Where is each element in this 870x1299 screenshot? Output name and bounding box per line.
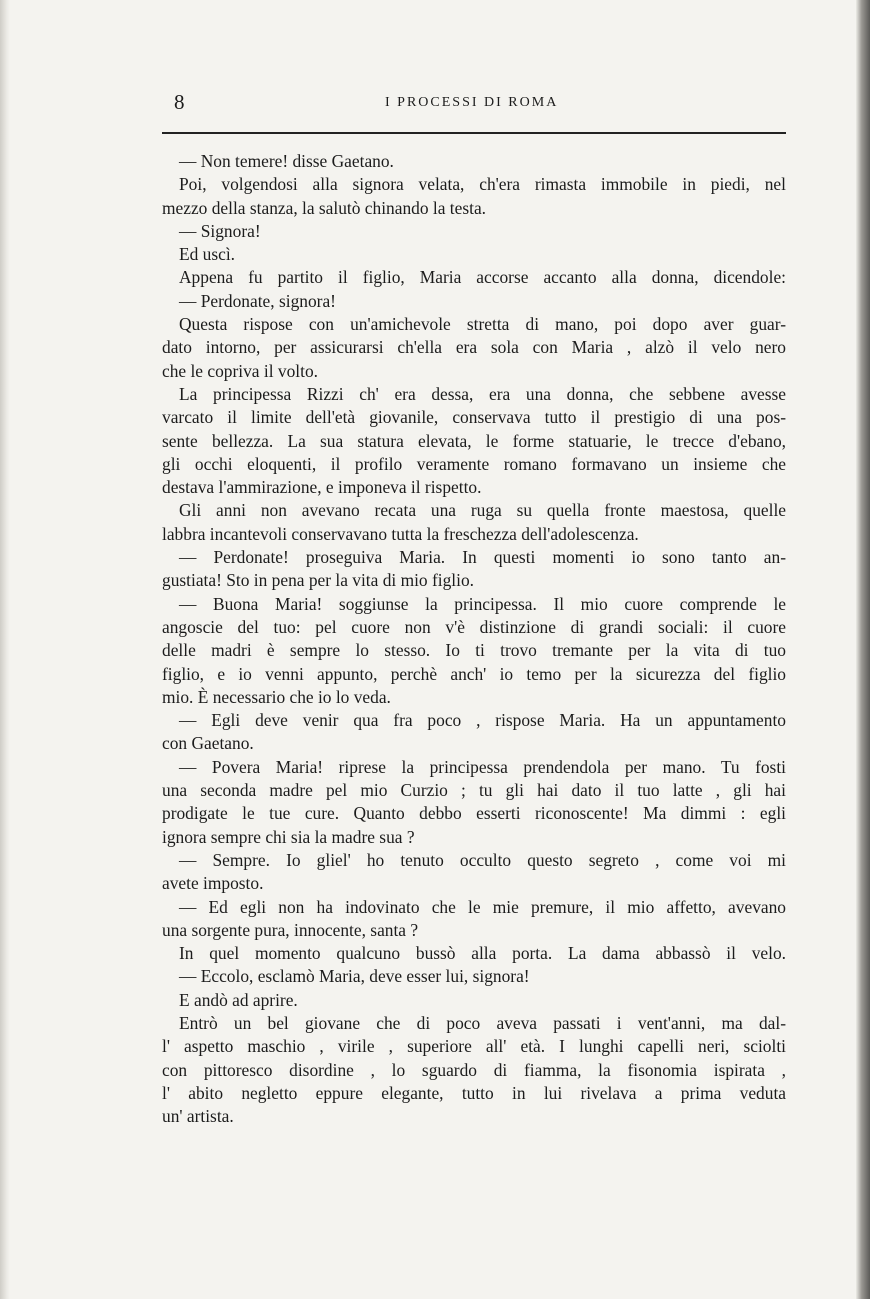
text-line: una sorgente pura, innocente, santa ? — [162, 919, 419, 940]
text-line: un' artista. — [162, 1106, 234, 1127]
text-line: La principessa Rizzi ch' era dessa, era una donna, che sebbene avesse — [179, 383, 786, 404]
text-line: Questa rispose con un'amichevole stretta di mano, poi dopo aver guar- — [179, 314, 786, 335]
page-header — [170, 90, 790, 120]
text-line: mezzo della stanza, la salutò chinando la testa. — [162, 197, 487, 218]
text-line: E andò ad aprire. — [179, 989, 298, 1010]
text-line: ignora sempre chi sia la madre sua ? — [162, 826, 415, 847]
body-text — [162, 150, 786, 1128]
text-line: sente bellezza. La sua statura elevata, le forme statuarie, le trecce d'ebano, — [162, 430, 786, 451]
text-line: Entrò un bel giovane che di poco aveva passati i vent'anni, ma dal- — [179, 1012, 786, 1033]
text-line: Poi, volgendosi alla signora velata, ch'era rimasta immobile in piedi, nel — [179, 174, 786, 195]
text-line: gli occhi eloquenti, il profilo veramente romano formavano un insieme che — [162, 453, 786, 474]
text-line: una seconda madre pel mio Curzio ; tu gli hai dato il tuo latte , gli hai — [162, 780, 786, 801]
text-line: — Perdonate, signora! — [179, 290, 336, 311]
text-line: che le copriva il volto. — [162, 360, 318, 381]
text-line: labbra incantevoli conservavano tutta la freschezza dell'adolescenza. — [162, 523, 639, 544]
page-number: 8 — [174, 90, 186, 114]
running-head: I PROCESSI DI ROMA — [385, 95, 559, 110]
text-line: prodigate le tue cure. Quanto debbo esserti riconoscente! Ma dimmi : egli — [162, 803, 786, 824]
text-line: — Non temere! disse Gaetano. — [179, 151, 394, 171]
text-line: con pittoresco disordine , lo sguardo di fiamma, la fisonomia ispirata , — [162, 1059, 786, 1080]
text-line: avete imposto. — [162, 873, 264, 894]
text-line: l' aspetto maschio , virile , superiore all' età. I lunghi capelli neri, sciolti — [162, 1036, 786, 1057]
text-line: In quel momento qualcuno bussò alla porta. La dama abbassò il velo. — [179, 943, 786, 964]
text-line: destava l'ammirazione, e imponeva il rispetto. — [162, 477, 482, 498]
text-line: — Eccolo, esclamò Maria, deve esser lui, signora! — [179, 966, 530, 987]
text-line: — Sempre. Io gliel' ho tenuto occulto questo segreto , come voi mi — [179, 849, 786, 870]
text-line: Ed uscì. — [179, 244, 236, 265]
text-line: angoscie del tuo: pel cuore non v'è distinzione di grandi sociali: il cuore — [162, 616, 786, 637]
text-line: Appena fu partito il figlio, Maria accorse accanto alla donna, dicendole: — [179, 267, 786, 288]
text-line: figlio, e io venni appunto, perchè anch' io temo per la sicurezza del figlio — [162, 663, 786, 684]
text-line: — Egli deve venir qua fra poco , rispose Maria. Ha un appuntamento — [179, 710, 786, 731]
text-line: dato intorno, per assicurarsi ch'ella era sola con Maria , alzò il velo nero — [162, 337, 786, 358]
text-line: mio. È necessario che io lo veda. — [162, 686, 391, 707]
page-edge-left — [0, 0, 10, 1299]
text-line: — Buona Maria! soggiunse la principessa. Il mio cuore comprende le — [179, 593, 786, 614]
text-line: — Ed egli non ha indovinato che le mie premure, il mio affetto, avevano — [179, 896, 786, 917]
text-line: l' abito negletto eppure elegante, tutto in lui rivelava a prima veduta — [162, 1082, 786, 1103]
text-line: con Gaetano. — [162, 733, 254, 754]
text-line: — Signora! — [179, 220, 261, 241]
text-line: delle madri è sempre lo stesso. Io ti trovo tremante per la vita di tuo — [162, 640, 786, 661]
page-edge-right — [856, 0, 870, 1299]
text-line: — Povera Maria! riprese la principessa prendendola per mano. Tu fosti — [179, 756, 786, 777]
header-rule — [162, 132, 786, 134]
text-line: varcato il limite dell'età giovanile, conservava tutto il prestigio di una pos- — [162, 407, 786, 428]
text-line: Gli anni non avevano recata una ruga su quella fronte maestosa, quelle — [179, 500, 786, 521]
text-line: gustiata! Sto in pena per la vita di mio figlio. — [162, 570, 475, 591]
text-line: — Perdonate! proseguiva Maria. In questi momenti io sono tanto an- — [179, 547, 786, 568]
